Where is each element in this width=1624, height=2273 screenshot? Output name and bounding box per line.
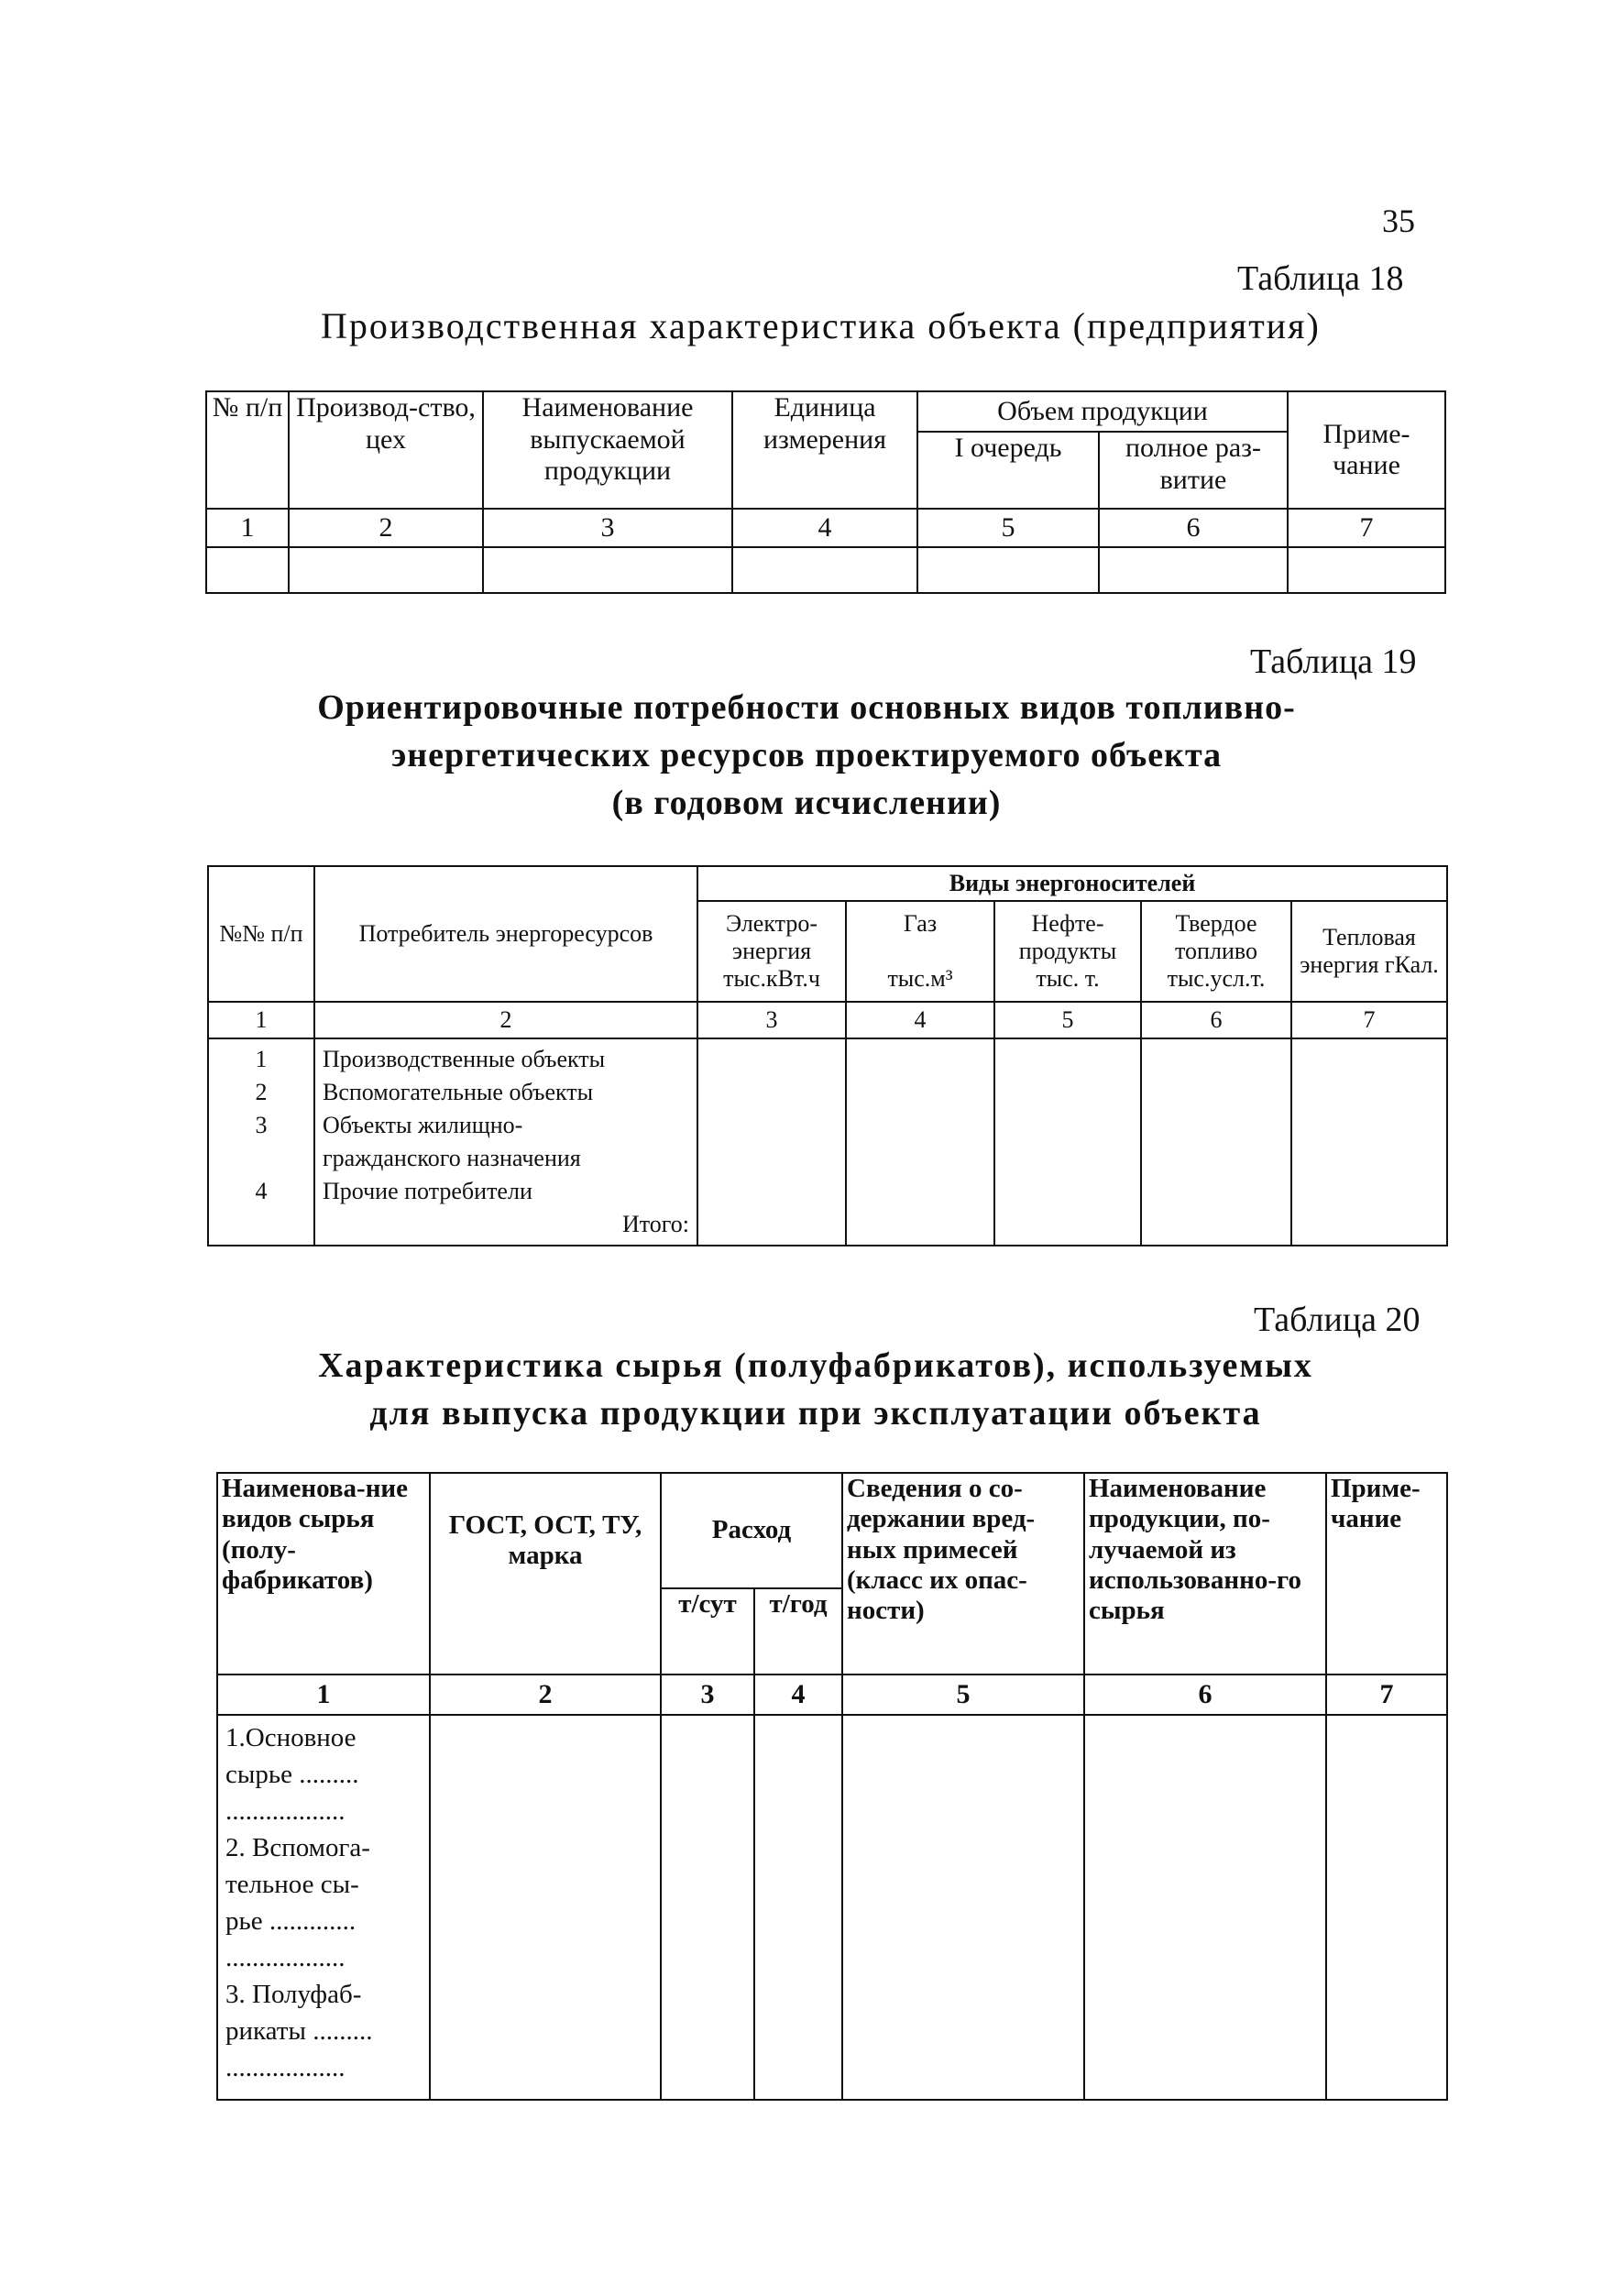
t19-empty-cell <box>846 1038 994 1246</box>
t18-header-full: полное раз-витие <box>1099 432 1288 509</box>
t19-empty-cell <box>697 1038 846 1246</box>
t20-header-consumption: Расход <box>661 1473 842 1588</box>
t20-empty-cell <box>842 1715 1084 2100</box>
t19-header-types: Виды энергоносителей <box>697 866 1447 901</box>
t20-item-line: 1.Основное <box>225 1723 357 1752</box>
t19-empty-cell <box>1291 1038 1447 1246</box>
t18-colnum: 3 <box>483 509 732 547</box>
table19 <box>207 865 1448 1246</box>
table20-title-line: для выпуска продукции при эксплуатации объекта <box>369 1394 1262 1433</box>
table20 <box>216 1472 1448 2101</box>
t20-item-line: .................. <box>225 2053 346 2082</box>
t20-header-harmful: Сведения о со-держании вред-ных примесей (класс их опас-ности) <box>842 1473 1084 1675</box>
t20-header-per-year: т/год <box>754 1588 842 1675</box>
t18-colnum: 5 <box>917 509 1099 547</box>
t19-colnum: 4 <box>846 1002 994 1038</box>
t19-row-name: Объекты жилищно- <box>323 1112 523 1138</box>
t19-row-name: Прочие потребители <box>323 1178 532 1204</box>
t19-empty-cell <box>994 1038 1141 1246</box>
t19-header-consumer: Потребитель энергоресурсов <box>314 866 697 1002</box>
t19-row-num: 2 <box>255 1079 268 1105</box>
t18-colnum: 7 <box>1288 509 1445 547</box>
table19-caption: Таблица 19 <box>1250 642 1417 681</box>
t20-item-line: сырье ......... <box>225 1760 359 1789</box>
page-number: 35 <box>1382 203 1415 239</box>
table19-title-line: энергетических ресурсов проектируемого объекта <box>390 736 1223 774</box>
t18-empty-cell <box>206 547 289 593</box>
t20-item-line: рикаты ......... <box>225 2016 373 2046</box>
t19-header-heat: Тепловая энергия гКал. <box>1291 901 1447 1002</box>
t20-colnum: 4 <box>754 1675 842 1715</box>
t19-header-gas <box>846 901 994 1002</box>
table18-caption: Таблица 18 <box>1237 259 1404 298</box>
t18-header-unit: Единица измерения <box>732 391 917 509</box>
t20-empty-cell <box>1084 1715 1326 2100</box>
t18-header-num: № п/п <box>206 391 289 509</box>
t19-header-num: №№ п/п <box>208 866 314 1002</box>
t18-colnum: 6 <box>1099 509 1288 547</box>
t20-header-output: Наименование продукции, по-лучаемой из использованно-го сырья <box>1084 1473 1326 1675</box>
t19-row-num <box>213 1142 310 1175</box>
t20-item-line: 3. Полуфаб- <box>225 1980 362 2009</box>
table19-title-line: Ориентировочные потребности основных видов топливно- <box>317 688 1296 727</box>
t18-empty-cell <box>732 547 917 593</box>
t20-colnum: 7 <box>1326 1675 1447 1715</box>
table18-title: Производственная характеристика объекта (предприятия) <box>321 305 1321 346</box>
t20-header-material: Наименова-ние видов сырья (полу-фабрикатов) <box>217 1473 430 1675</box>
t19-colnum: 2 <box>314 1002 697 1038</box>
t19-row-num: 1 <box>255 1046 268 1072</box>
t19-header-oil: Нефте-продукты тыс. т. <box>994 901 1141 1002</box>
table19-title-line: (в годовом исчислении) <box>611 784 1002 822</box>
t20-item-line: 2. Вспомога- <box>225 1833 370 1862</box>
t20-empty-cell <box>754 1715 842 2100</box>
table20-title <box>220 1342 1411 1437</box>
t19-colnum: 7 <box>1291 1002 1447 1038</box>
t20-colnum: 6 <box>1084 1675 1326 1715</box>
t19-total-label: Итого: <box>621 1211 689 1237</box>
t18-header-volume: Объем продукции <box>917 391 1288 432</box>
table18 <box>205 390 1446 594</box>
table20-caption: Таблица 20 <box>1254 1301 1421 1339</box>
t18-colnum: 1 <box>206 509 289 547</box>
t19-row-num: 3 <box>255 1112 268 1138</box>
t20-colnum: 5 <box>842 1675 1084 1715</box>
t20-item-line: .................. <box>225 1796 346 1826</box>
t19-row-names <box>314 1038 697 1246</box>
table19-title <box>211 684 1402 827</box>
table20-title-line: Характеристика сырья (полуфабрикатов), используемых <box>318 1346 1313 1385</box>
t18-header-product-name: Наименование выпускаемой продукции <box>483 391 732 509</box>
t18-empty-cell <box>917 547 1099 593</box>
t20-item-line: .................. <box>225 1943 346 1972</box>
t19-colnum: 5 <box>994 1002 1141 1038</box>
t19-row-name: Производственные объекты <box>323 1046 606 1072</box>
t20-empty-cell <box>1326 1715 1447 2100</box>
t19-gas-unit: тыс.м³ <box>887 965 953 992</box>
t19-header-electric: Электро-энергия тыс.кВт.ч <box>697 901 846 1002</box>
t19-header-solid: Твердое топливо тыс.усл.т. <box>1141 901 1291 1002</box>
t20-header-note: Приме-чание <box>1326 1473 1447 1675</box>
t19-row-numbers <box>208 1038 314 1246</box>
t20-colnum: 1 <box>217 1675 430 1715</box>
t18-header-stage1: I очередь <box>917 432 1099 509</box>
t20-colnum: 2 <box>430 1675 661 1715</box>
t20-material-items <box>217 1715 430 2100</box>
t19-colnum: 1 <box>208 1002 314 1038</box>
t19-empty-cell <box>1141 1038 1291 1246</box>
t19-row-name: гражданского назначения <box>323 1145 581 1171</box>
t19-colnum: 6 <box>1141 1002 1291 1038</box>
t18-colnum: 4 <box>732 509 917 547</box>
t19-row-num: 4 <box>255 1178 268 1204</box>
t18-empty-cell <box>289 547 483 593</box>
t20-item-line: тельное сы- <box>225 1870 359 1899</box>
t19-gas-name: Газ <box>903 910 938 938</box>
t20-header-standard: ГОСТ, ОСТ, ТУ, марка <box>430 1473 661 1675</box>
t19-row-name: Вспомогательные объекты <box>323 1079 594 1105</box>
t18-empty-cell <box>1099 547 1288 593</box>
t18-empty-cell <box>1288 547 1445 593</box>
t20-colnum: 3 <box>661 1675 754 1715</box>
t18-header-note: Приме-чание <box>1288 391 1445 509</box>
t18-header-production: Производ-ство, цех <box>289 391 483 509</box>
t20-header-per-day: т/сут <box>661 1588 754 1675</box>
t18-colnum: 2 <box>289 509 483 547</box>
t20-empty-cell <box>661 1715 754 2100</box>
t20-empty-cell <box>430 1715 661 2100</box>
t19-colnum: 3 <box>697 1002 846 1038</box>
t20-item-line: рье ............. <box>225 1906 357 1936</box>
t18-empty-cell <box>483 547 732 593</box>
